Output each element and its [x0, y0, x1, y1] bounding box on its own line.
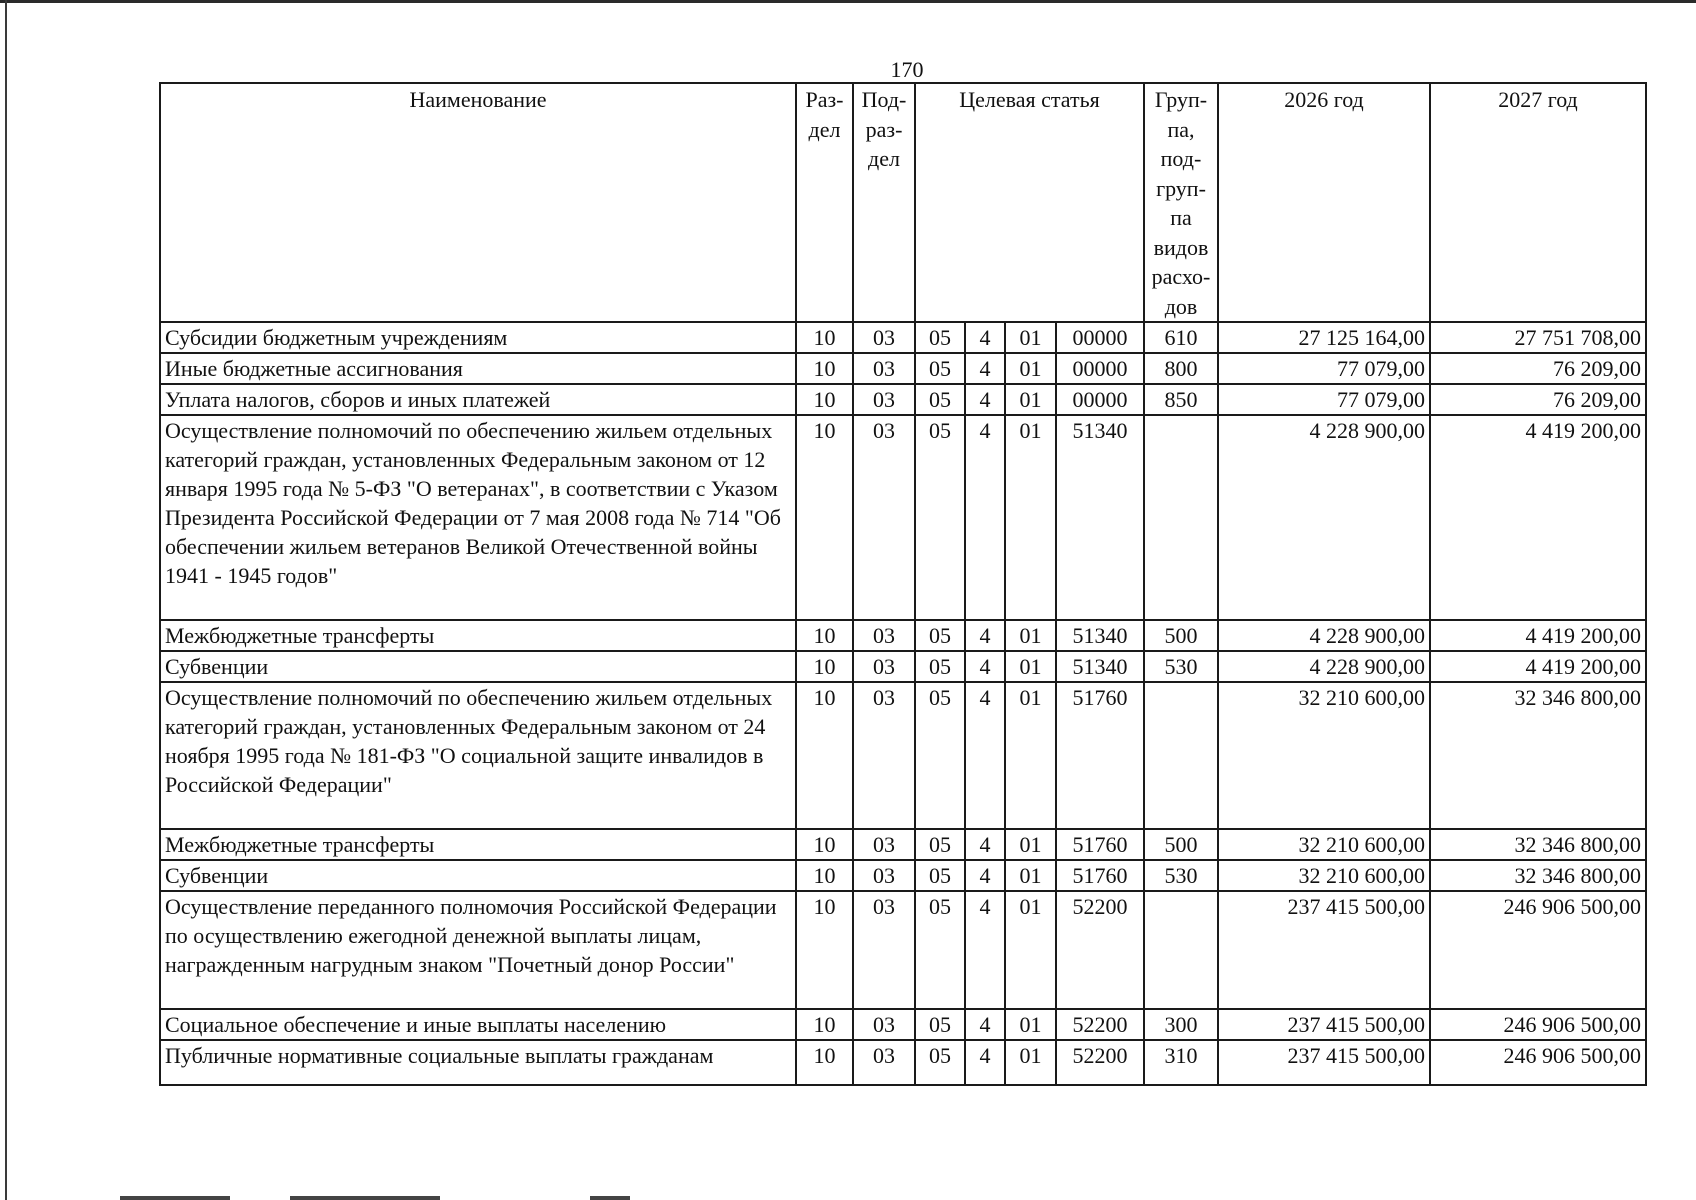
- cell-subsection: 03: [853, 353, 915, 384]
- cell-subsection: 03: [853, 415, 915, 620]
- cell-name: Уплата налогов, сборов и иных платежей: [160, 384, 796, 415]
- cell-target-program: 05: [915, 384, 965, 415]
- cell-target-direction: 00000: [1056, 353, 1144, 384]
- cell-target-type: 4: [965, 384, 1005, 415]
- cell-subsection: 03: [853, 829, 915, 860]
- page-number: 170: [890, 57, 924, 82]
- cell-target-element: 01: [1005, 620, 1056, 651]
- footer-scan-artifact: [590, 1196, 630, 1200]
- cell-amount-2027: 32 346 800,00: [1430, 682, 1646, 829]
- cell-target-direction: 51340: [1056, 620, 1144, 651]
- cell-target-type: 4: [965, 620, 1005, 651]
- cell-target-element: 01: [1005, 682, 1056, 829]
- cell-section: 10: [796, 829, 853, 860]
- cell-target-program: 05: [915, 353, 965, 384]
- cell-expense-group: [1144, 891, 1218, 1009]
- cell-amount-2027: 27 751 708,00: [1430, 322, 1646, 353]
- cell-subsection: 03: [853, 860, 915, 891]
- cell-name: Иные бюджетные ассигнования: [160, 353, 796, 384]
- cell-target-program: 05: [915, 1040, 965, 1085]
- cell-name: Социальное обеспечение и иные выплаты населению: [160, 1009, 796, 1040]
- cell-amount-2027: 32 346 800,00: [1430, 829, 1646, 860]
- cell-target-program: 05: [915, 322, 965, 353]
- cell-name: Субсидии бюджетным учреждениям: [160, 322, 796, 353]
- cell-subsection: 03: [853, 682, 915, 829]
- cell-amount-2026: 32 210 600,00: [1218, 682, 1430, 829]
- header-target-article: Целевая статья: [915, 83, 1144, 322]
- cell-target-direction: 51340: [1056, 415, 1144, 620]
- table-row: [160, 620, 1646, 651]
- cell-expense-group: 850: [1144, 384, 1218, 415]
- cell-target-program: 05: [915, 860, 965, 891]
- cell-subsection: 03: [853, 1009, 915, 1040]
- cell-amount-2026: 237 415 500,00: [1218, 1009, 1430, 1040]
- cell-name: Межбюджетные трансферты: [160, 829, 796, 860]
- cell-amount-2026: 4 228 900,00: [1218, 415, 1430, 620]
- table-row: [160, 415, 1646, 620]
- cell-amount-2026: 4 228 900,00: [1218, 651, 1430, 682]
- table-row: [160, 353, 1646, 384]
- cell-target-program: 05: [915, 1009, 965, 1040]
- cell-target-type: 4: [965, 829, 1005, 860]
- cell-target-type: 4: [965, 353, 1005, 384]
- cell-subsection: 03: [853, 620, 915, 651]
- cell-target-element: 01: [1005, 384, 1056, 415]
- cell-name: Межбюджетные трансферты: [160, 620, 796, 651]
- table-header-row: [160, 83, 1646, 322]
- cell-amount-2027: 76 209,00: [1430, 353, 1646, 384]
- cell-amount-2026: 237 415 500,00: [1218, 891, 1430, 1009]
- budget-table: [159, 82, 1647, 1086]
- cell-amount-2027: 246 906 500,00: [1430, 1040, 1646, 1085]
- cell-section: 10: [796, 682, 853, 829]
- cell-target-program: 05: [915, 891, 965, 1009]
- cell-amount-2027: 32 346 800,00: [1430, 860, 1646, 891]
- cell-amount-2026: 32 210 600,00: [1218, 860, 1430, 891]
- table-row: [160, 682, 1646, 829]
- cell-target-direction: 51340: [1056, 651, 1144, 682]
- cell-target-type: 4: [965, 860, 1005, 891]
- cell-section: 10: [796, 860, 853, 891]
- scan-border-left: [5, 0, 7, 1200]
- cell-target-program: 05: [915, 682, 965, 829]
- cell-target-direction: 51760: [1056, 682, 1144, 829]
- cell-name: Осуществление полномочий по обеспечению жильем отдельных категорий граждан, установленных Федеральным законом от 12 января 1995 года № 5-ФЗ "О ветеранах", в соответствии с Указом Президента Российской Федерации от 7 мая 2008 года № 714 "Об обеспечении жильем ветеранов Великой Отечественной войны 1941 - 1945 годов": [160, 415, 796, 620]
- cell-amount-2027: 246 906 500,00: [1430, 1009, 1646, 1040]
- cell-name: Субвенции: [160, 651, 796, 682]
- cell-section: 10: [796, 415, 853, 620]
- cell-target-element: 01: [1005, 1009, 1056, 1040]
- cell-subsection: 03: [853, 384, 915, 415]
- cell-target-element: 01: [1005, 353, 1056, 384]
- scan-border-top: [0, 0, 1696, 3]
- cell-amount-2026: 77 079,00: [1218, 384, 1430, 415]
- cell-target-direction: 52200: [1056, 1009, 1144, 1040]
- cell-target-direction: 51760: [1056, 860, 1144, 891]
- cell-expense-group: 500: [1144, 620, 1218, 651]
- cell-target-type: 4: [965, 322, 1005, 353]
- cell-subsection: 03: [853, 322, 915, 353]
- cell-target-element: 01: [1005, 322, 1056, 353]
- cell-amount-2027: 4 419 200,00: [1430, 415, 1646, 620]
- cell-amount-2027: 246 906 500,00: [1430, 891, 1646, 1009]
- cell-target-direction: 52200: [1056, 891, 1144, 1009]
- cell-name: Осуществление переданного полномочия Российской Федерации по осуществлению ежегодной денежной выплаты лицам, награжденным нагрудным знаком "Почетный донор России": [160, 891, 796, 1009]
- header-section: Раз- дел: [796, 83, 853, 322]
- cell-section: 10: [796, 384, 853, 415]
- cell-section: 10: [796, 322, 853, 353]
- table-row: [160, 384, 1646, 415]
- cell-expense-group: 530: [1144, 860, 1218, 891]
- cell-target-element: 01: [1005, 415, 1056, 620]
- cell-subsection: 03: [853, 651, 915, 682]
- cell-expense-group: 610: [1144, 322, 1218, 353]
- cell-amount-2026: 237 415 500,00: [1218, 1040, 1430, 1085]
- cell-amount-2027: 4 419 200,00: [1430, 620, 1646, 651]
- cell-expense-group: [1144, 415, 1218, 620]
- cell-target-element: 01: [1005, 1040, 1056, 1085]
- cell-amount-2027: 4 419 200,00: [1430, 651, 1646, 682]
- cell-expense-group: 310: [1144, 1040, 1218, 1085]
- header-subsection: Под- раз- дел: [853, 83, 915, 322]
- cell-section: 10: [796, 651, 853, 682]
- cell-section: 10: [796, 891, 853, 1009]
- cell-amount-2027: 76 209,00: [1430, 384, 1646, 415]
- cell-expense-group: [1144, 682, 1218, 829]
- cell-expense-group: 500: [1144, 829, 1218, 860]
- cell-section: 10: [796, 620, 853, 651]
- footer-scan-artifact: [290, 1196, 440, 1200]
- cell-amount-2026: 77 079,00: [1218, 353, 1430, 384]
- cell-target-type: 4: [965, 651, 1005, 682]
- cell-target-type: 4: [965, 1040, 1005, 1085]
- cell-amount-2026: 27 125 164,00: [1218, 322, 1430, 353]
- header-year-2027: 2027 год: [1430, 83, 1646, 322]
- cell-expense-group: 300: [1144, 1009, 1218, 1040]
- cell-target-element: 01: [1005, 829, 1056, 860]
- cell-amount-2026: 32 210 600,00: [1218, 829, 1430, 860]
- cell-section: 10: [796, 1009, 853, 1040]
- cell-subsection: 03: [853, 891, 915, 1009]
- cell-target-type: 4: [965, 415, 1005, 620]
- cell-target-program: 05: [915, 415, 965, 620]
- cell-target-direction: 52200: [1056, 1040, 1144, 1085]
- cell-expense-group: 530: [1144, 651, 1218, 682]
- table-row: [160, 1009, 1646, 1040]
- cell-name: Осуществление полномочий по обеспечению жильем отдельных категорий граждан, установленных Федеральным законом от 24 ноября 1995 года № 181-ФЗ "О социальной защите инвалидов в Российской Федерации": [160, 682, 796, 829]
- table-row: [160, 891, 1646, 1009]
- cell-amount-2026: 4 228 900,00: [1218, 620, 1430, 651]
- cell-target-type: 4: [965, 891, 1005, 1009]
- cell-section: 10: [796, 1040, 853, 1085]
- cell-target-program: 05: [915, 620, 965, 651]
- header-year-2026: 2026 год: [1218, 83, 1430, 322]
- cell-target-direction: 51760: [1056, 829, 1144, 860]
- cell-target-element: 01: [1005, 891, 1056, 1009]
- cell-name: Субвенции: [160, 860, 796, 891]
- header-expense-group: Груп- па, под- груп- па видов расхо- дов: [1144, 83, 1218, 322]
- cell-target-program: 05: [915, 651, 965, 682]
- cell-target-type: 4: [965, 682, 1005, 829]
- table-row: [160, 322, 1646, 353]
- cell-section: 10: [796, 353, 853, 384]
- cell-expense-group: 800: [1144, 353, 1218, 384]
- cell-target-direction: 00000: [1056, 384, 1144, 415]
- table-row: [160, 860, 1646, 891]
- cell-target-direction: 00000: [1056, 322, 1144, 353]
- cell-subsection: 03: [853, 1040, 915, 1085]
- cell-name: Публичные нормативные социальные выплаты гражданам: [160, 1040, 796, 1085]
- table-row: [160, 829, 1646, 860]
- table-row: [160, 651, 1646, 682]
- cell-target-element: 01: [1005, 651, 1056, 682]
- footer-scan-artifact: [120, 1196, 230, 1200]
- header-name: Наименование: [160, 83, 796, 322]
- cell-target-type: 4: [965, 1009, 1005, 1040]
- table-row: [160, 1040, 1646, 1085]
- cell-target-program: 05: [915, 829, 965, 860]
- cell-target-element: 01: [1005, 860, 1056, 891]
